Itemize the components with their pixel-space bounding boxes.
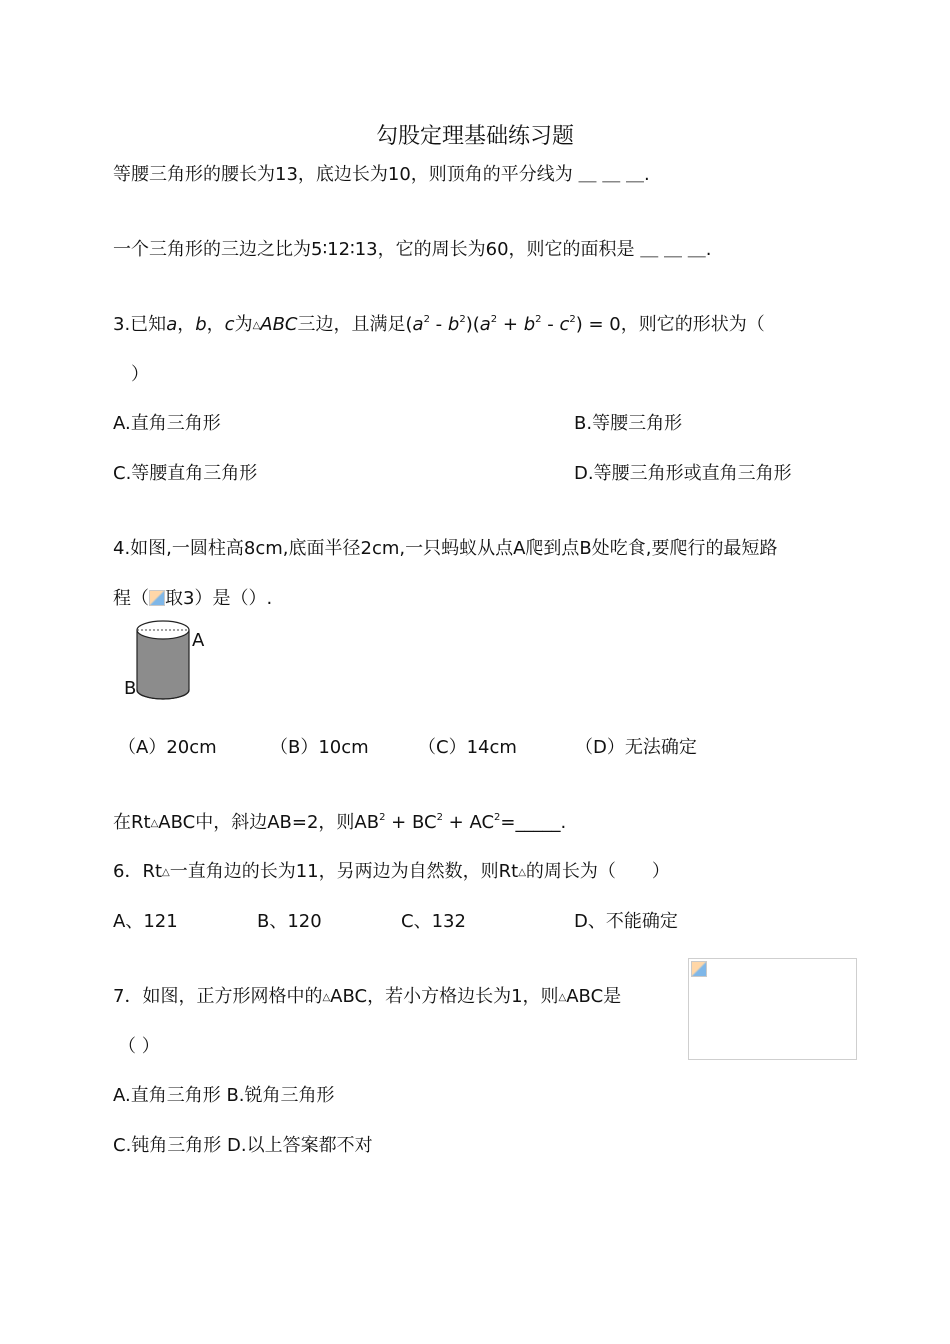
exponent: 2 xyxy=(490,314,498,325)
q5-text: 在Rt xyxy=(113,812,151,833)
var-a: a xyxy=(412,314,424,335)
q6-text: 一直角边的长为11，另两边为自然数，则Rt xyxy=(169,861,519,882)
var-b: b xyxy=(195,314,207,335)
q7-text: ABC，若小方格边长为1，则 xyxy=(330,986,559,1007)
q7-paren: （ ） xyxy=(118,1036,160,1057)
q3-text: ) = 0，则它的形状为（ xyxy=(575,314,765,335)
question-4-line2 xyxy=(113,587,272,611)
q6-option-a: A、121 xyxy=(113,911,178,932)
q3-text: 三边，且满足( xyxy=(297,314,413,335)
question-4-line1: 4.如图,一圆柱高8cm,底面半径2cm,一只蚂蚁从点A爬到点B处吃食,要爬行的最短路 xyxy=(113,538,778,559)
exponent: 2 xyxy=(494,812,501,823)
question-3 xyxy=(113,313,765,338)
q6-text: 的周长为（ ） xyxy=(525,861,670,882)
exponent: 2 xyxy=(379,812,386,823)
q5-text: =_____. xyxy=(500,812,567,833)
q3-op: + xyxy=(497,314,524,335)
point-b-label: B xyxy=(124,678,137,699)
point-a-label: A xyxy=(192,630,205,651)
question-6 xyxy=(113,860,670,885)
var-a: a xyxy=(166,314,178,335)
pi-image-icon xyxy=(149,590,165,606)
q6-text: 6．Rt xyxy=(113,861,163,882)
q3-sep: ， xyxy=(177,314,196,335)
q4-text: 取3）是（）. xyxy=(165,588,273,609)
page-title: 勾股定理基础练习题 xyxy=(375,124,574,149)
q4-option-a: （A）20cm xyxy=(118,737,217,758)
triangle-name: ABC xyxy=(260,314,298,335)
broken-image-icon xyxy=(691,961,707,977)
q4-text: 程（ xyxy=(113,588,149,609)
grid-figure-placeholder xyxy=(688,958,857,1060)
var-b: b xyxy=(523,314,536,335)
q4-option-c: （C）14cm xyxy=(418,737,517,758)
triangle-symbol: △ xyxy=(322,992,331,1003)
exponent: 2 xyxy=(423,314,430,325)
q3-option-d: D.等腰三角形或直角三角形 xyxy=(574,463,792,484)
q7-text: 7．如图，正方形网格中的 xyxy=(113,986,323,1007)
q6-option-b: B、120 xyxy=(257,911,322,932)
q3-paren-close: ） xyxy=(131,364,149,385)
q3-option-c: C.等腰直角三角形 xyxy=(113,463,258,484)
q7-options-cd: C.钝角三角形 D.以上答案都不对 xyxy=(113,1135,373,1156)
question-7 xyxy=(113,985,621,1010)
q5-text: ABC中，斜边AB=2，则AB xyxy=(158,812,380,833)
var-b: b xyxy=(447,314,460,335)
question-1: 等腰三角形的腰长为13，底边长为10，则顶角的平分线为 ＿ ＿ ＿. xyxy=(113,164,650,185)
q5-text: + BC xyxy=(385,812,437,833)
question-2: 一个三角形的三边之比为5∶12∶13，它的周长为60，则它的面积是 ＿ ＿ ＿. xyxy=(113,239,712,260)
var-c: c xyxy=(559,314,570,335)
triangle-symbol: △ xyxy=(252,320,261,331)
q4-option-b: （B）10cm xyxy=(270,737,369,758)
exponent: 2 xyxy=(436,812,443,823)
q7-options-ab: A.直角三角形 B.锐角三角形 xyxy=(113,1085,335,1106)
exponent: 2 xyxy=(569,314,576,325)
q3-prefix: 3.已知 xyxy=(113,314,167,335)
triangle-symbol: △ xyxy=(150,818,159,829)
triangle-symbol: △ xyxy=(558,992,567,1003)
q6-option-d: D、不能确定 xyxy=(574,911,678,932)
q3-op: - xyxy=(541,314,560,335)
q4-option-d: （D）无法确定 xyxy=(575,737,697,758)
q6-option-c: C、132 xyxy=(401,911,466,932)
question-5 xyxy=(113,811,566,836)
triangle-symbol: △ xyxy=(518,867,526,878)
q3-text: 为 xyxy=(234,314,253,335)
q3-option-b: B.等腰三角形 xyxy=(574,413,683,434)
q7-text: ABC是 xyxy=(566,986,622,1007)
var-c: c xyxy=(224,314,235,335)
exponent: 2 xyxy=(535,314,542,325)
triangle-symbol: △ xyxy=(162,867,170,878)
q3-op: )( xyxy=(465,314,480,335)
q3-op: - xyxy=(429,314,448,335)
exponent: 2 xyxy=(459,314,466,325)
q3-option-a: A.直角三角形 xyxy=(113,413,221,434)
var-a: a xyxy=(479,314,491,335)
q3-sep: ， xyxy=(206,314,225,335)
q5-text: + AC xyxy=(442,812,495,833)
